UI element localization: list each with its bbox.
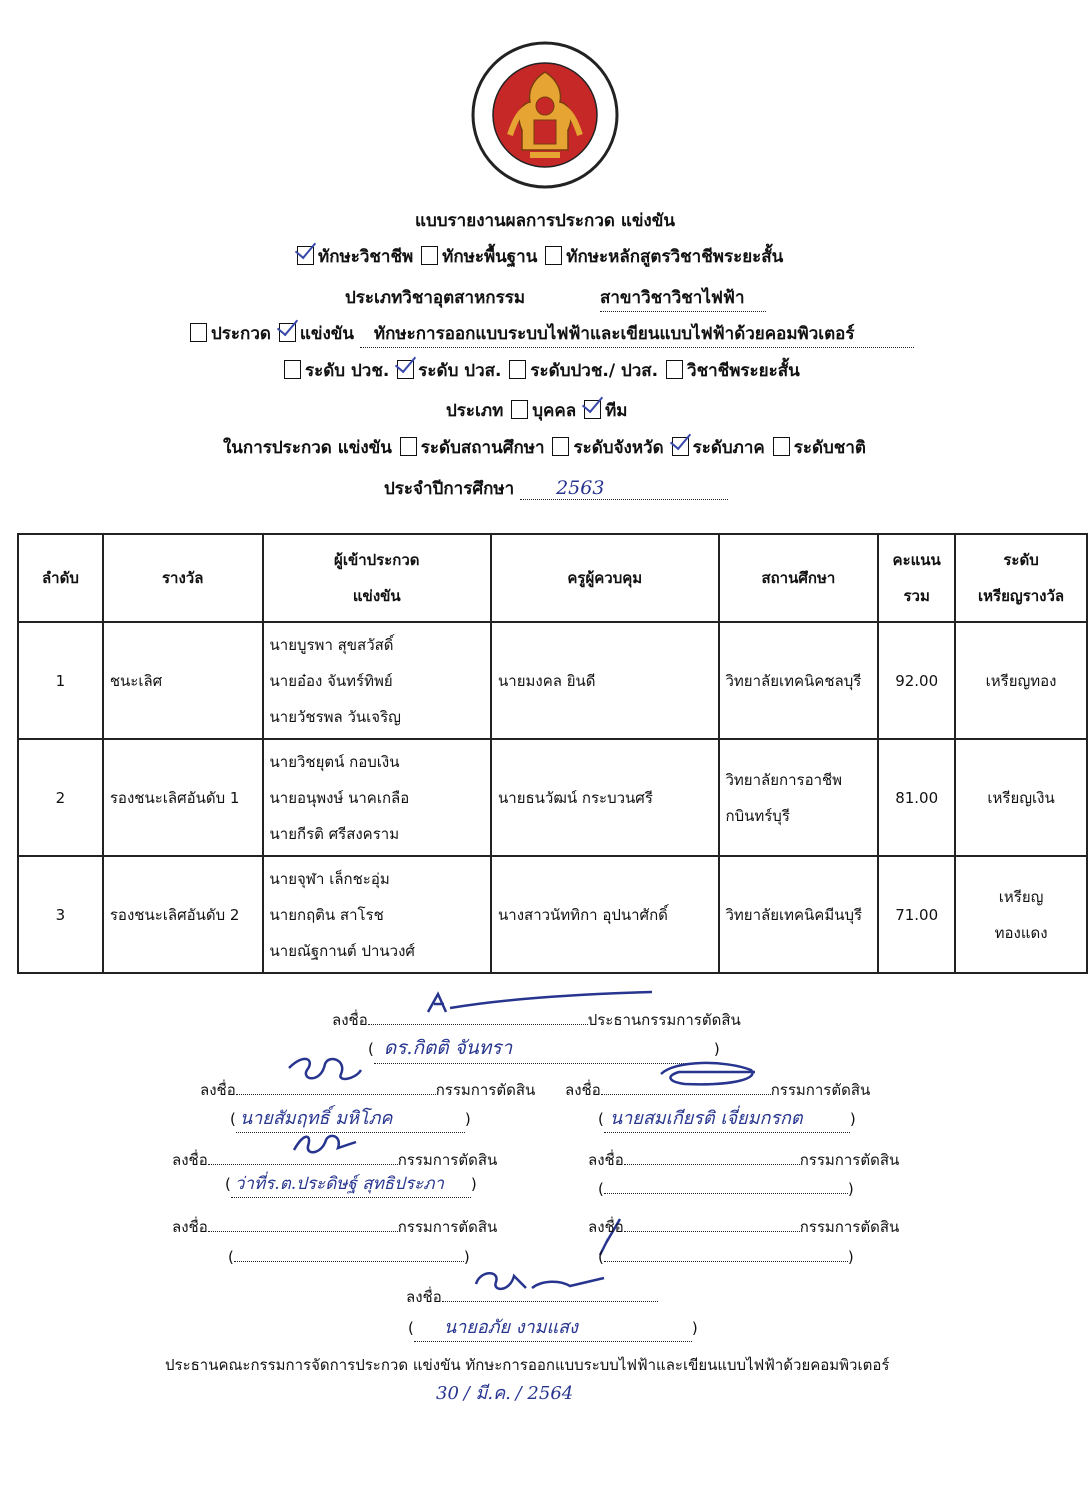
level-pvs-label: ระดับ ปวส. [418, 361, 502, 381]
organizer-sign-line: ลงชื่อ [406, 1285, 658, 1309]
judge5-sign-line: ลงชื่อ กรรมการตัดสิน [172, 1218, 498, 1236]
score-cell: 81.00 [878, 739, 955, 856]
skill-basic-checkbox[interactable] [421, 246, 438, 265]
contest-match-label: แข่งขัน [299, 324, 354, 344]
level-pvc-checkbox[interactable] [284, 360, 301, 379]
col-participants: ผู้เข้าประกวด แข่งขัน [263, 534, 492, 622]
members-cell: นายบูรพา สุขสวัสดิ์ นายอ๋อง จันทร์ทิพย์ นายวัชรพล วันเจริญ [263, 622, 492, 739]
col-school: สถานศึกษา [719, 534, 879, 622]
award-cell: รองชนะเลิศอันดับ 2 [103, 856, 263, 973]
results-table [17, 533, 1088, 974]
medal-cell: เหรียญ ทองแดง [955, 856, 1087, 973]
date-year: 2564 [527, 1383, 574, 1404]
scope-national-checkbox[interactable] [773, 437, 790, 456]
medal-cell: เหรียญเงิน [955, 739, 1087, 856]
contest-match-checkbox[interactable] [279, 323, 296, 342]
scope-school-checkbox[interactable] [400, 437, 417, 456]
judge5-name-line: ( ) [228, 1248, 470, 1266]
chair-role: ประธานกรรมการตัดสิน [587, 1011, 741, 1029]
scope-region-label: ระดับภาค [692, 438, 765, 458]
participant-type-label: ประเภท [446, 401, 504, 421]
judge2-sign-line: ลงชื่อ กรรมการตัดสิน [565, 1081, 871, 1099]
academic-year-row [384, 475, 728, 502]
judge2-name: นายสมเกียรติ เจี่ยมกรกต [609, 1108, 803, 1129]
teacher-cell: นายธนวัฒน์ กระบวนศรี [491, 739, 718, 856]
organizer-name-line: ( นายอภัย งามแสง ) [408, 1312, 698, 1342]
contest-competition-label: ประกวด [211, 324, 271, 344]
level-pvc-pvs-checkbox[interactable] [509, 360, 526, 379]
col-teacher: ครูผู้ควบคุม [491, 534, 718, 622]
award-cell: ชนะเลิศ [103, 622, 263, 739]
contest-type-row [188, 320, 914, 348]
judge3-role: กรรมการตัดสิน [397, 1151, 498, 1169]
level-pvs-checkbox[interactable] [397, 360, 414, 379]
level-short-label: วิชาชีพระยะสั้น [687, 361, 800, 381]
scope-province-checkbox[interactable] [552, 437, 569, 456]
skill-professional-checkbox[interactable] [297, 246, 314, 265]
school-cell: วิทยาลัยเทคนิคมีนบุรี [719, 856, 879, 973]
rank-cell: 3 [18, 856, 103, 973]
chair-name: ดร.กิตติ จันทรา [383, 1037, 513, 1059]
judge2-role: กรรมการตัดสิน [770, 1081, 871, 1099]
judge1-name-line: ( นายสัมฤทธิ์ มหิโภค ) [230, 1103, 471, 1133]
participant-type-row [446, 397, 628, 424]
scope-national-label: ระดับชาติ [793, 438, 866, 458]
judge1-role: กรรมการตัดสิน [435, 1081, 536, 1099]
table-row [18, 622, 1087, 739]
scope-school-label: ระดับสถานศึกษา [420, 438, 545, 458]
judge1-name: นายสัมฤทธิ์ มหิโภค [239, 1108, 393, 1129]
scope-province-label: ระดับจังหวัด [573, 438, 664, 458]
contest-name: ทักษะการออกแบบระบบไฟฟ้าและเขียนแบบไฟฟ้าด้วยคอมพิวเตอร์ [360, 320, 914, 348]
type-team-checkbox[interactable] [584, 400, 601, 419]
judge6-name-line: ( ) [598, 1248, 854, 1266]
organizer-name: นายอภัย งามแสง [443, 1317, 578, 1338]
judge2-name-line: ( นายสมเกียรติ เจี่ยมกรกต ) [598, 1103, 856, 1133]
school-cell: วิทยาลัยการอาชีพ กบินทร์บุรี [719, 739, 879, 856]
scope-row [223, 434, 866, 461]
judge4-name-line: ( ) [598, 1180, 854, 1198]
school-cell: วิทยาลัยเทคนิคชลบุรี [719, 622, 879, 739]
academic-year-value: 2563 [556, 477, 605, 499]
members-cell: นายจุฬา เล็กชะอุ่ม นายกฤติน สาโรช นายณัฐกานต์ ปานวงศ์ [263, 856, 492, 973]
judge4-role: กรรมการตัดสิน [799, 1151, 900, 1169]
score-cell: 71.00 [878, 856, 955, 973]
report-title: แบบรายงานผลการประกวด แข่งขัน [415, 211, 675, 231]
table-row [18, 739, 1087, 856]
rank-cell: 1 [18, 622, 103, 739]
scope-region-checkbox[interactable] [672, 437, 689, 456]
rank-cell: 2 [18, 739, 103, 856]
medal-cell: เหรียญทอง [955, 622, 1087, 739]
skill-short-course-label: ทักษะหลักสูตรวิชาชีพระยะสั้น [566, 247, 784, 267]
teacher-cell: นางสาวนัททิกา อุปนาศักดิ์ [491, 856, 718, 973]
col-score: คะแนน รวม [878, 534, 955, 622]
skill-type-row [295, 243, 783, 270]
vocational-emblem [470, 40, 620, 190]
judge3-sign-line: ลงชื่อ กรรมการตัดสิน [172, 1151, 498, 1169]
judge6-role: กรรมการตัดสิน [799, 1218, 900, 1236]
col-medal: ระดับ เหรียญรางวัล [955, 534, 1087, 622]
branch-label: สาขาวิชาวิชาไฟฟ้า [600, 284, 766, 312]
contest-competition-checkbox[interactable] [190, 323, 207, 342]
chair-name-line: ( ดร.กิตติ จันทรา ) [368, 1033, 720, 1064]
judge5-role: กรรมการตัดสิน [397, 1218, 498, 1236]
report-date: 30 / มี.ค. / 2564 [436, 1383, 574, 1404]
type-team-label: ทีม [605, 401, 628, 421]
type-individual-checkbox[interactable] [511, 400, 528, 419]
judge1-sign-line: ลงชื่อ กรรมการตัดสิน [200, 1081, 536, 1099]
level-row [282, 357, 800, 384]
judge6-sign-line: ลงชื่อ กรรมการตัดสิน [588, 1218, 900, 1236]
table-row [18, 856, 1087, 973]
members-cell: นายวิชยุตน์ กอบเงิน นายอนุพงษ์ นาคเกลือ นายกีรติ ศรีสงคราม [263, 739, 492, 856]
chair-sign-line: ลงชื่อ ประธานกรรมการตัดสิน [332, 1011, 741, 1029]
academic-year-label: ประจำปีการศึกษา [384, 479, 515, 499]
level-short-checkbox[interactable] [666, 360, 683, 379]
judge3-name-line: ( ว่าที่ร.ต.ประดิษฐ์ สุทธิประภา ) [225, 1170, 477, 1198]
level-pvc-label: ระดับ ปวช. [305, 361, 390, 381]
judge3-name: ว่าที่ร.ต.ประดิษฐ์ สุทธิประภา [234, 1174, 444, 1194]
date-month: มี.ค. [475, 1383, 511, 1404]
col-award: รางวัล [103, 534, 263, 622]
category-label: ประเภทวิชาอุตสาหกรรม [345, 288, 526, 308]
col-rank: ลำดับ [18, 534, 103, 622]
date-day: 30 [436, 1383, 459, 1404]
skill-professional-label: ทักษะวิชาชีพ [318, 247, 414, 267]
skill-basic-label: ทักษะพื้นฐาน [442, 247, 538, 267]
organizer-role: ประธานคณะกรรมการจัดการประกวด แข่งขัน ทักษะการออกแบบระบบไฟฟ้าและเขียนแบบไฟฟ้าด้วยคอมพิวเตอร์ [165, 1356, 890, 1374]
type-individual-label: บุคคล [532, 401, 577, 421]
skill-short-course-checkbox[interactable] [545, 246, 562, 265]
judge4-sign-line: ลงชื่อ กรรมการตัดสิน [588, 1151, 900, 1169]
score-cell: 92.00 [878, 622, 955, 739]
teacher-cell: นายมงคล ยินดี [491, 622, 718, 739]
level-pvc-pvs-label: ระดับปวช./ ปวส. [530, 361, 659, 381]
table-header-row [18, 534, 1087, 622]
scope-label: ในการประกวด แข่งขัน [223, 438, 392, 458]
award-cell: รองชนะเลิศอันดับ 1 [103, 739, 263, 856]
